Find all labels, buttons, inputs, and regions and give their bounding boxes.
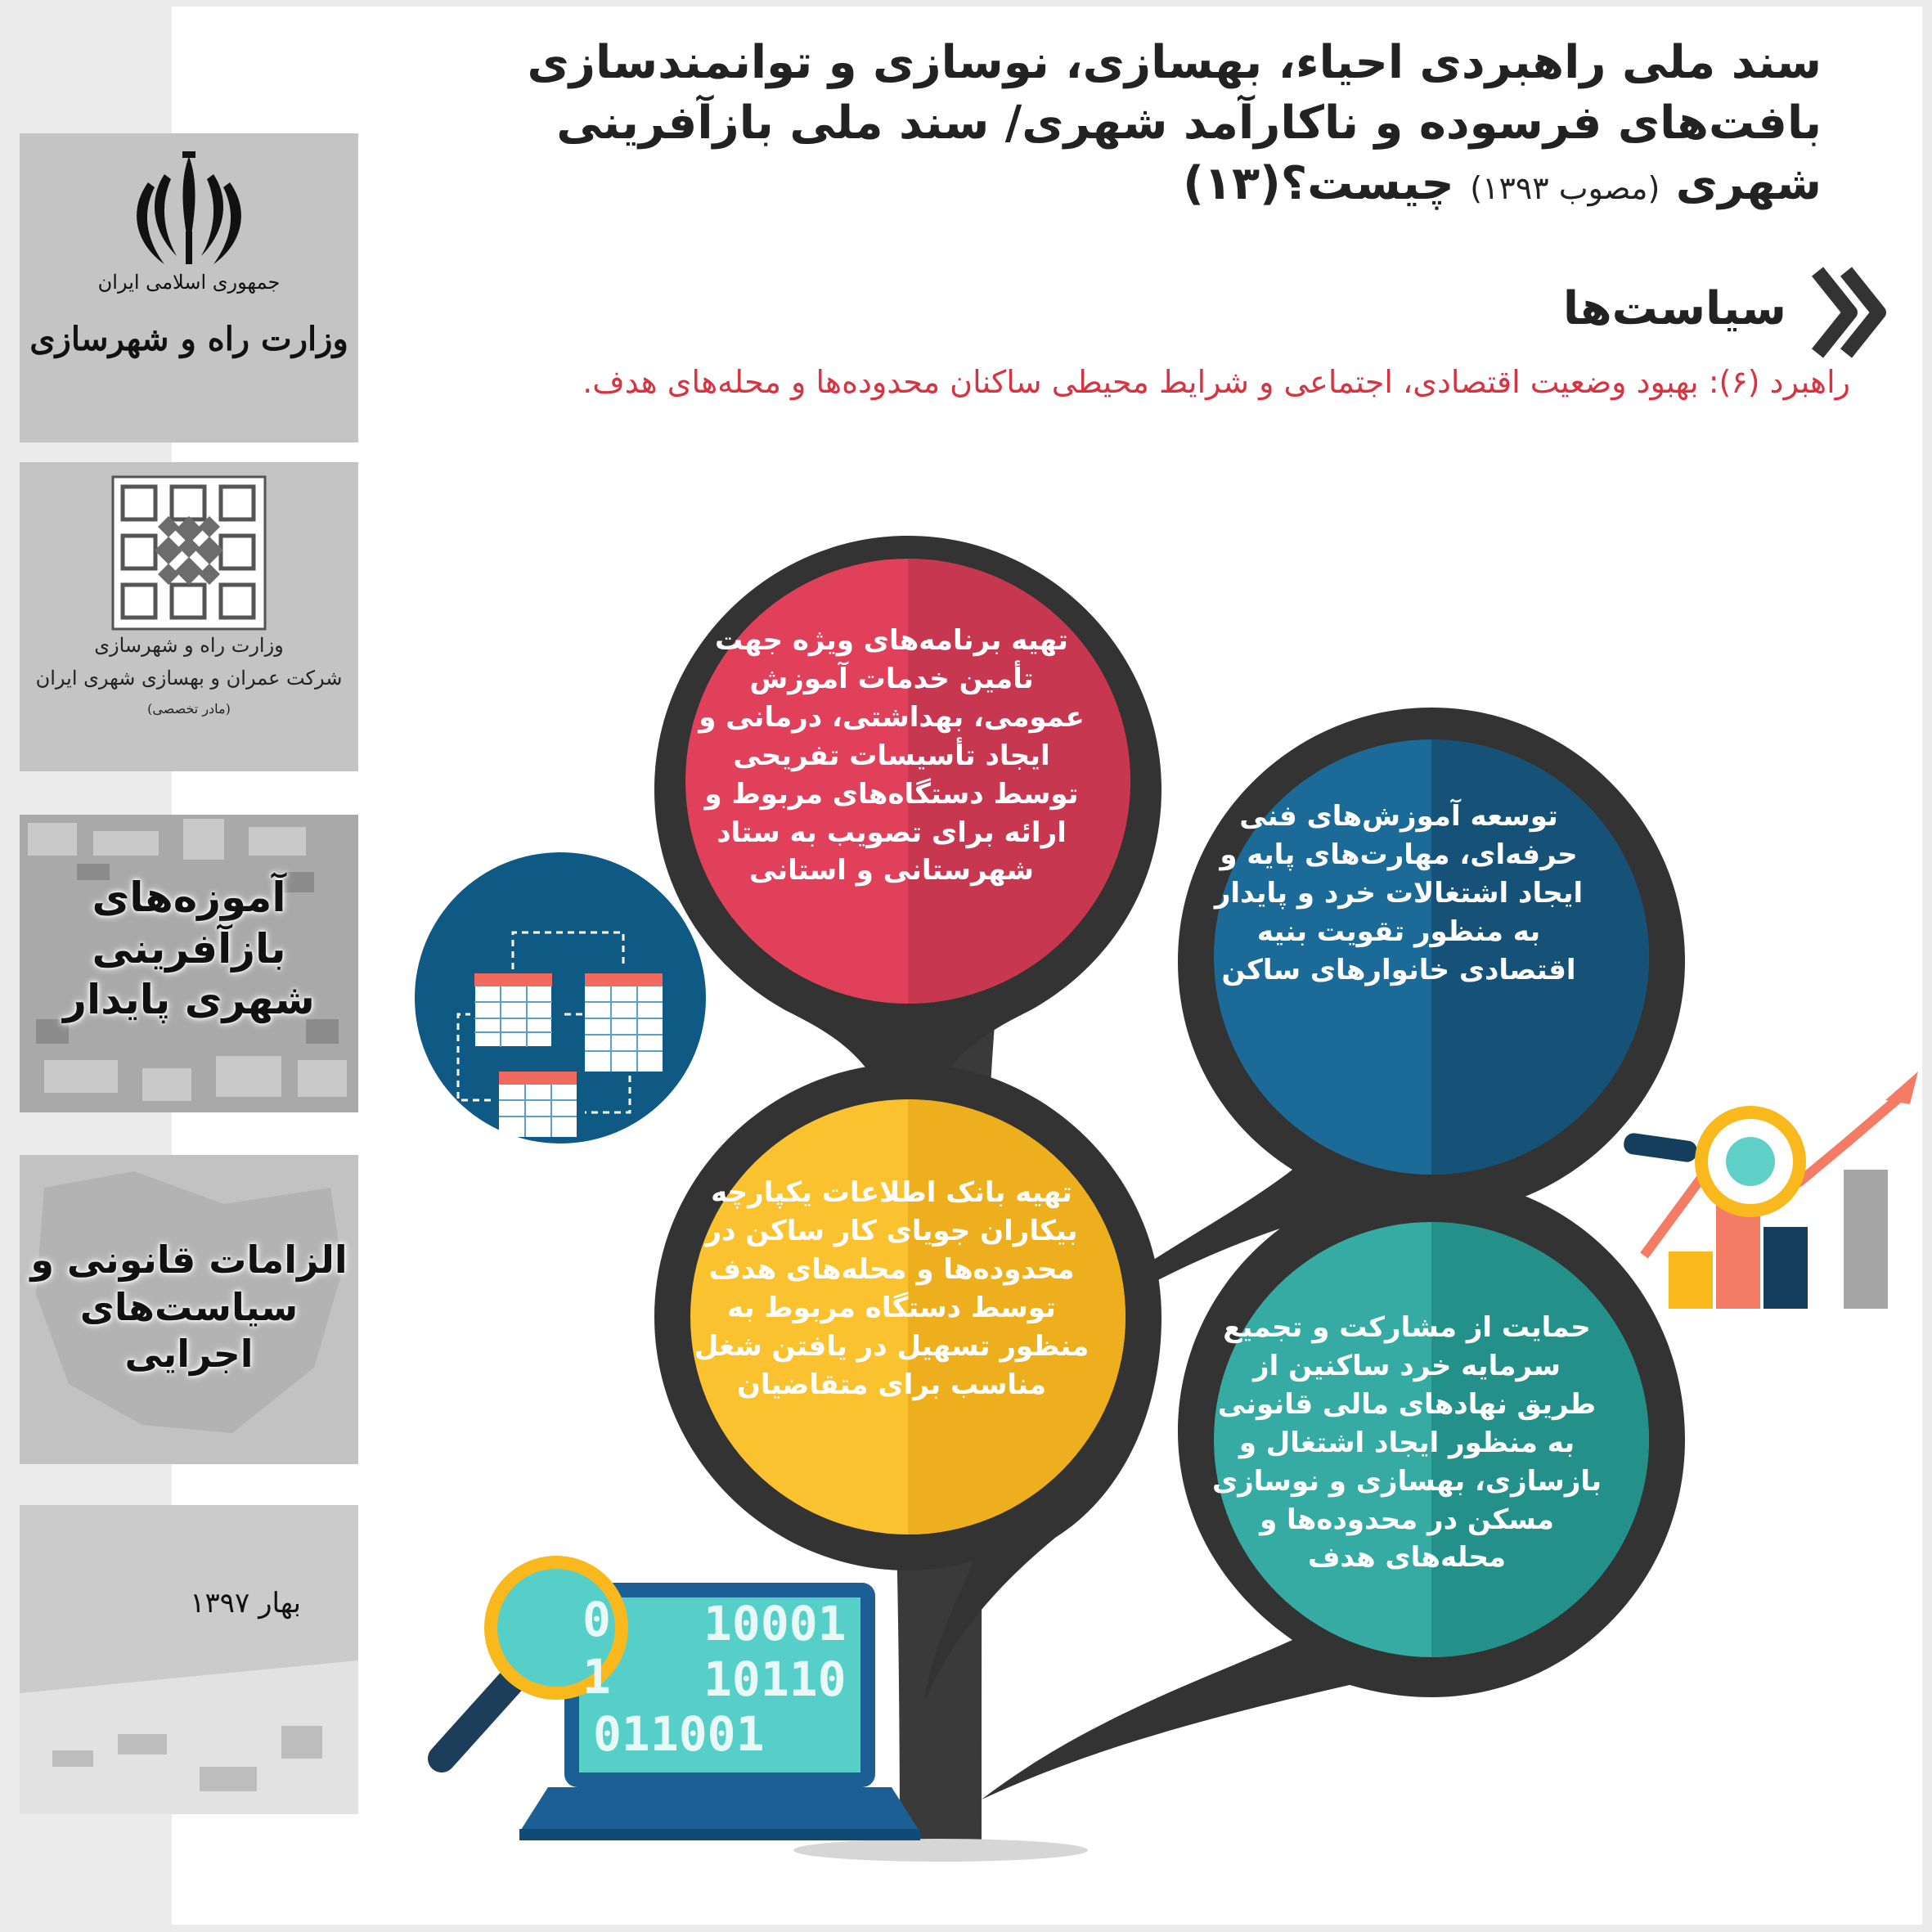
- org-ministry-line: وزارت راه و شهرسازی: [94, 634, 284, 657]
- title-line-3-a: شهری: [1675, 156, 1822, 210]
- table-flow-icon: [415, 852, 706, 1143]
- season-date: بهار ۱۳۹۷: [190, 1587, 301, 1620]
- red-bubble-text: تهیه برنامه‌های ویژه جهت تأمین خدمات آموزش عمومی، بهداشتی، درمانی و ایجاد تأسیسات تفریحی توسط دستگاه‌های مربوط و ارائه برای تصویب به ستاد شهرستانی و استانی: [699, 624, 1085, 887]
- section-heading: سیاست‌ها: [1562, 282, 1786, 335]
- ministry-name: وزارت راه و شهرسازی: [29, 320, 348, 358]
- binary-row-2: 10110: [703, 1651, 847, 1707]
- laptop-search-icon: [442, 1562, 920, 1840]
- title-approved: (مصوب ۱۳۹۳): [1470, 169, 1660, 206]
- binary-row-3: 011001: [593, 1706, 765, 1762]
- lens-digit-top: 0: [582, 1592, 611, 1647]
- title-line-2: بافت‌های فرسوده و ناکارآمد شهری/ سند ملی بازآفرینی: [556, 96, 1822, 150]
- org-type-line: (مادر تخصصی): [147, 701, 231, 717]
- title-line-3-c: چیست؟(۱۳): [1183, 156, 1454, 210]
- org-company-line: شرکت عمران و بهسازی شهری ایران: [35, 667, 343, 690]
- teal-bubble-text: حمایت از مشارکت و تجمیع سرمایه خرد ساکنین از طریق نهادهای مالی قانونی به منظور ایجاد اشتغال و بازسازی، بهسازی و نوسازی مسکن در محدوده‌ها و محله‌های هدف: [1212, 1311, 1602, 1575]
- binary-row-1: 10001: [703, 1596, 847, 1651]
- chart-magnifier-icon: [1623, 1072, 1918, 1309]
- blue-bubble-text: توسعه آموزش‌های فنی حرفه‌ای، مهارت‌های پایه و ایجاد اشتغالات خرد و پایدار به منظور تقویت بنیه اقتصادی خانوارهای ساکن: [1214, 800, 1584, 986]
- country-caption: جمهوری اسلامی ایران: [97, 271, 281, 294]
- strategy-text: راهبرد (۶): بهبود وضعیت اقتصادی، اجتماعی و شرایط محیطی ساکنان محدوده‌ها و محله‌های هدف.: [582, 364, 1850, 400]
- series-title: آموزه‌های بازآفرینی شهری پایدار: [63, 874, 315, 1023]
- title-line-1: سند ملی راهبردی احیاء، بهسازی، نوسازی و توانمندسازی: [527, 36, 1822, 89]
- yellow-bubble-text: تهیه بانک اطلاعات یکپارچه بیکاران جویای کار ساکن در محدوده‌ها و محله‌های هدف توسط دستگاه مربوط به منظور تسهیل در یافتن شغل مناسب برای متقاضیان: [694, 1176, 1090, 1401]
- topic-title: الزامات قانونی و سیاست‌های اجرایی: [30, 1238, 348, 1376]
- lens-digit-mid: 1: [582, 1649, 611, 1705]
